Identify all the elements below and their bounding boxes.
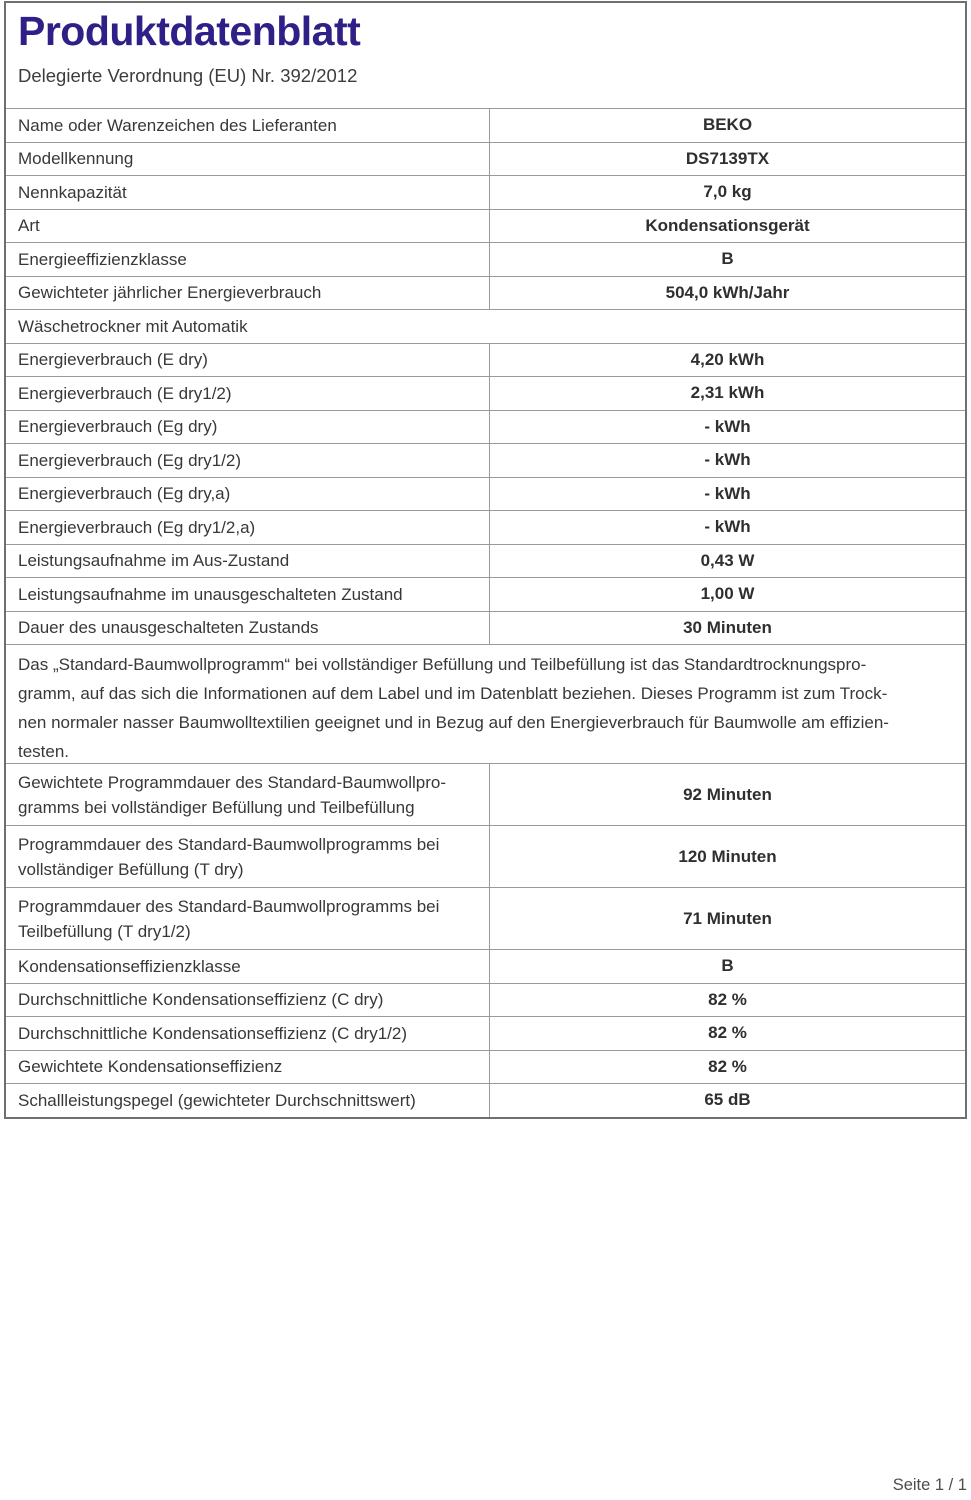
row-label: Energieeffizienzklasse xyxy=(6,243,490,276)
table-row xyxy=(6,209,965,243)
row-label: Schallleistungspegel (gewichteter Durchschnittswert) xyxy=(6,1084,490,1117)
note-line: gramm, auf das sich die Informationen auf dem Label und im Datenblatt beziehen. Dieses Programm ist zum Trock- xyxy=(18,684,888,703)
row-value: - kWh xyxy=(704,517,751,537)
row-value: 65 dB xyxy=(704,1090,751,1110)
row-value: 92 Minuten xyxy=(683,784,772,804)
row-label: Energieverbrauch (E dry) xyxy=(6,344,490,377)
table-row xyxy=(6,611,965,645)
table-row xyxy=(6,142,965,176)
row-value: 71 Minuten xyxy=(683,908,772,928)
row-value: 4,20 kWh xyxy=(690,349,765,369)
row-value: DS7139TX xyxy=(685,148,770,168)
row-label: Energieverbrauch (Eg dry1/2) xyxy=(6,444,490,477)
row-label: Nennkapazität xyxy=(6,176,490,209)
row-label: Energieverbrauch (E dry1/2) xyxy=(6,377,490,410)
table-row xyxy=(6,108,965,142)
row-value: 82 % xyxy=(708,1023,747,1043)
table-row xyxy=(6,309,965,343)
table-row xyxy=(6,443,965,477)
table-rows xyxy=(6,108,965,1117)
row-value: B xyxy=(721,249,734,269)
table-row xyxy=(6,644,965,763)
row-label: Name oder Warenzeichen des Lieferanten xyxy=(6,109,490,142)
row-label: Gewichtete Kondensationseffizienz xyxy=(6,1051,490,1084)
note-line: Das „Standard-Baumwollprogramm“ bei vollständiger Befüllung und Teilbefüllung ist das Standardtrocknungspro- xyxy=(18,655,867,674)
regulation-subtitle: Delegierte Verordnung (EU) Nr. 392/2012 xyxy=(18,65,358,86)
row-value: 7,0 kg xyxy=(703,182,752,202)
row-value: B xyxy=(721,956,734,976)
table-row xyxy=(6,242,965,276)
row-value: 30 Minuten xyxy=(683,617,772,637)
row-label: Energieverbrauch (Eg dry,a) xyxy=(6,478,490,511)
table-row xyxy=(6,1083,965,1117)
row-value: BEKO xyxy=(702,115,753,135)
row-value: - kWh xyxy=(704,416,751,436)
row-value: 0,43 W xyxy=(700,550,755,570)
row-label: Art xyxy=(6,210,490,243)
row-label: Dauer des unausgeschalteten Zustands xyxy=(6,612,490,645)
table-row xyxy=(6,763,965,825)
row-label: Gewichtete Programmdauer des Standard-Baumwollprogramms bei vollständiger Befüllung und Teilbefüllung xyxy=(6,764,490,825)
table-row xyxy=(6,276,965,310)
page-indicator: Seite 1 / 1 xyxy=(892,1476,967,1494)
table-row xyxy=(6,477,965,511)
row-label: Leistungsaufnahme im unausgeschalteten Zustand xyxy=(6,578,490,611)
table-row xyxy=(6,410,965,444)
table-row xyxy=(6,343,965,377)
note-line: testen. xyxy=(18,742,70,761)
table-row xyxy=(6,983,965,1017)
table-row xyxy=(6,1050,965,1084)
note-line: nen normaler nasser Baumwolltextilien geeignet und in Bezug auf den Energieverbrauch für Baumwolle am effizien- xyxy=(18,713,889,732)
row-label: Programmdauer des Standard-Baumwollprogramms bei vollständiger Befüllung (T dry) xyxy=(6,826,490,887)
row-value: Kondensationsgerät xyxy=(645,215,810,235)
row-label: Leistungsaufnahme im Aus-Zustand xyxy=(6,545,490,578)
table-row xyxy=(6,825,965,887)
row-label: Wäschetrockner mit Automatik xyxy=(18,316,248,336)
row-label: Durchschnittliche Kondensationseffizienz (C dry) xyxy=(6,984,490,1017)
row-label: Energieverbrauch (Eg dry) xyxy=(6,411,490,444)
row-label: Kondensationseffizienzklasse xyxy=(6,950,490,983)
table-row xyxy=(6,577,965,611)
table-row xyxy=(6,175,965,209)
row-value: 82 % xyxy=(708,989,747,1009)
row-label: Programmdauer des Standard-Baumwollprogramms bei Teilbefüllung (T dry1/2) xyxy=(6,888,490,949)
table-row xyxy=(6,510,965,544)
row-value: - kWh xyxy=(704,450,751,470)
row-value: 82 % xyxy=(708,1056,747,1076)
row-label: Gewichteter jährlicher Energieverbrauch xyxy=(6,277,490,310)
row-value: 2,31 kWh xyxy=(690,383,765,403)
row-value: 504,0 kWh/Jahr xyxy=(665,282,790,302)
table-row xyxy=(6,949,965,983)
table-row xyxy=(6,376,965,410)
document-header xyxy=(6,3,965,108)
row-value: 1,00 W xyxy=(700,584,755,604)
row-value: - kWh xyxy=(704,483,751,503)
table-row xyxy=(6,544,965,578)
table-row xyxy=(6,887,965,949)
row-label: Energieverbrauch (Eg dry1/2,a) xyxy=(6,511,490,544)
row-value: 120 Minuten xyxy=(678,846,777,866)
table-row xyxy=(6,1016,965,1050)
row-label: Durchschnittliche Kondensationseffizienz (C dry1/2) xyxy=(6,1017,490,1050)
page-title: Produktdatenblatt xyxy=(18,8,361,54)
row-label: Modellkennung xyxy=(6,143,490,176)
datasheet-table xyxy=(4,1,967,1119)
